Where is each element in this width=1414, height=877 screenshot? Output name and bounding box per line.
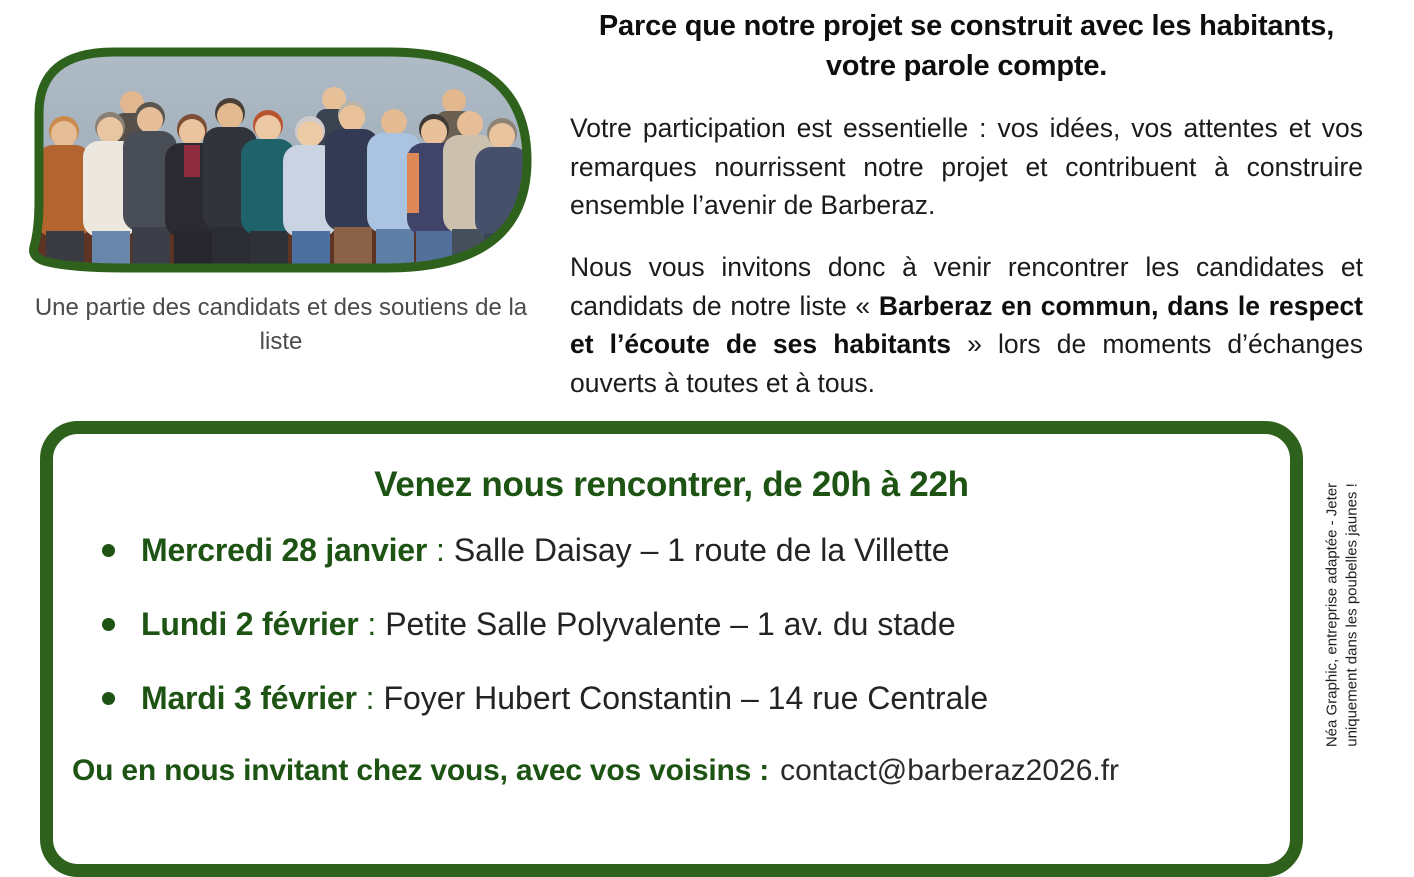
intro-heading: Parce que notre projet se construit avec les habitants, votre parole compte. xyxy=(598,10,1335,83)
bullet-dot-icon xyxy=(102,544,115,557)
invite-label: Ou en nous invitant chez vous, avec vos voisins : xyxy=(72,754,770,788)
printer-note-line-1: Néa Graphic, entreprise adaptée - Jeter xyxy=(1323,482,1341,748)
bullet-dot-icon xyxy=(102,618,115,631)
printer-note-line-2: uniquement dans les poubelles jaunes ! xyxy=(1343,483,1360,747)
paragraph2-suffix: » lors de moments d’échanges ouverts à toutes et à tous. xyxy=(570,329,1363,399)
meeting-date: Mercredi 28 janvier xyxy=(141,532,428,568)
meeting-item xyxy=(53,606,1290,643)
meeting-separator: : xyxy=(358,605,386,642)
intro-section xyxy=(570,6,1363,403)
meetings-list xyxy=(53,532,1290,716)
contact-email: contact@barberaz2026.fr xyxy=(780,754,1120,788)
meeting-separator: : xyxy=(427,532,454,568)
meeting-separator: : xyxy=(356,679,384,716)
meetings-heading: Venez nous rencontrer, de 20h à 22h xyxy=(374,465,969,504)
list-name-bold: Barberaz en commun, dans le respect et l’écoute de ses habitants xyxy=(570,290,1364,360)
meeting-date: Lundi 2 février xyxy=(141,605,359,642)
meeting-date: Mardi 3 février xyxy=(141,679,357,716)
invite-line xyxy=(72,753,1290,789)
speech-bubble-photo-graphic xyxy=(22,40,538,278)
printer-note xyxy=(1323,450,1362,780)
intro-paragraph-2 xyxy=(570,248,1363,403)
meetings-box xyxy=(40,421,1303,877)
candidates-photo xyxy=(22,40,538,278)
intro-paragraph-1: Votre participation est essentielle : vos idées, vos attentes et vos remarques nourrissent notre projet et contribuent à construire ensemble l’avenir de Barberaz. xyxy=(570,113,1363,221)
photo-caption: Une partie des candidats et des soutiens de la liste xyxy=(34,294,528,356)
bullet-dot-icon xyxy=(102,692,115,705)
meeting-venue: Foyer Hubert Constantin – 14 rue Centrale xyxy=(383,679,989,716)
meeting-item xyxy=(53,680,1290,717)
paragraph2-prefix: Nous vous invitons donc à venir rencontrer les candidates et candidats de notre liste « xyxy=(570,252,1363,321)
meeting-venue: Salle Daisay – 1 route de la Villette xyxy=(453,532,950,568)
meeting-venue: Petite Salle Polyvalente – 1 av. du stade xyxy=(385,605,956,642)
meeting-item xyxy=(53,532,1290,569)
